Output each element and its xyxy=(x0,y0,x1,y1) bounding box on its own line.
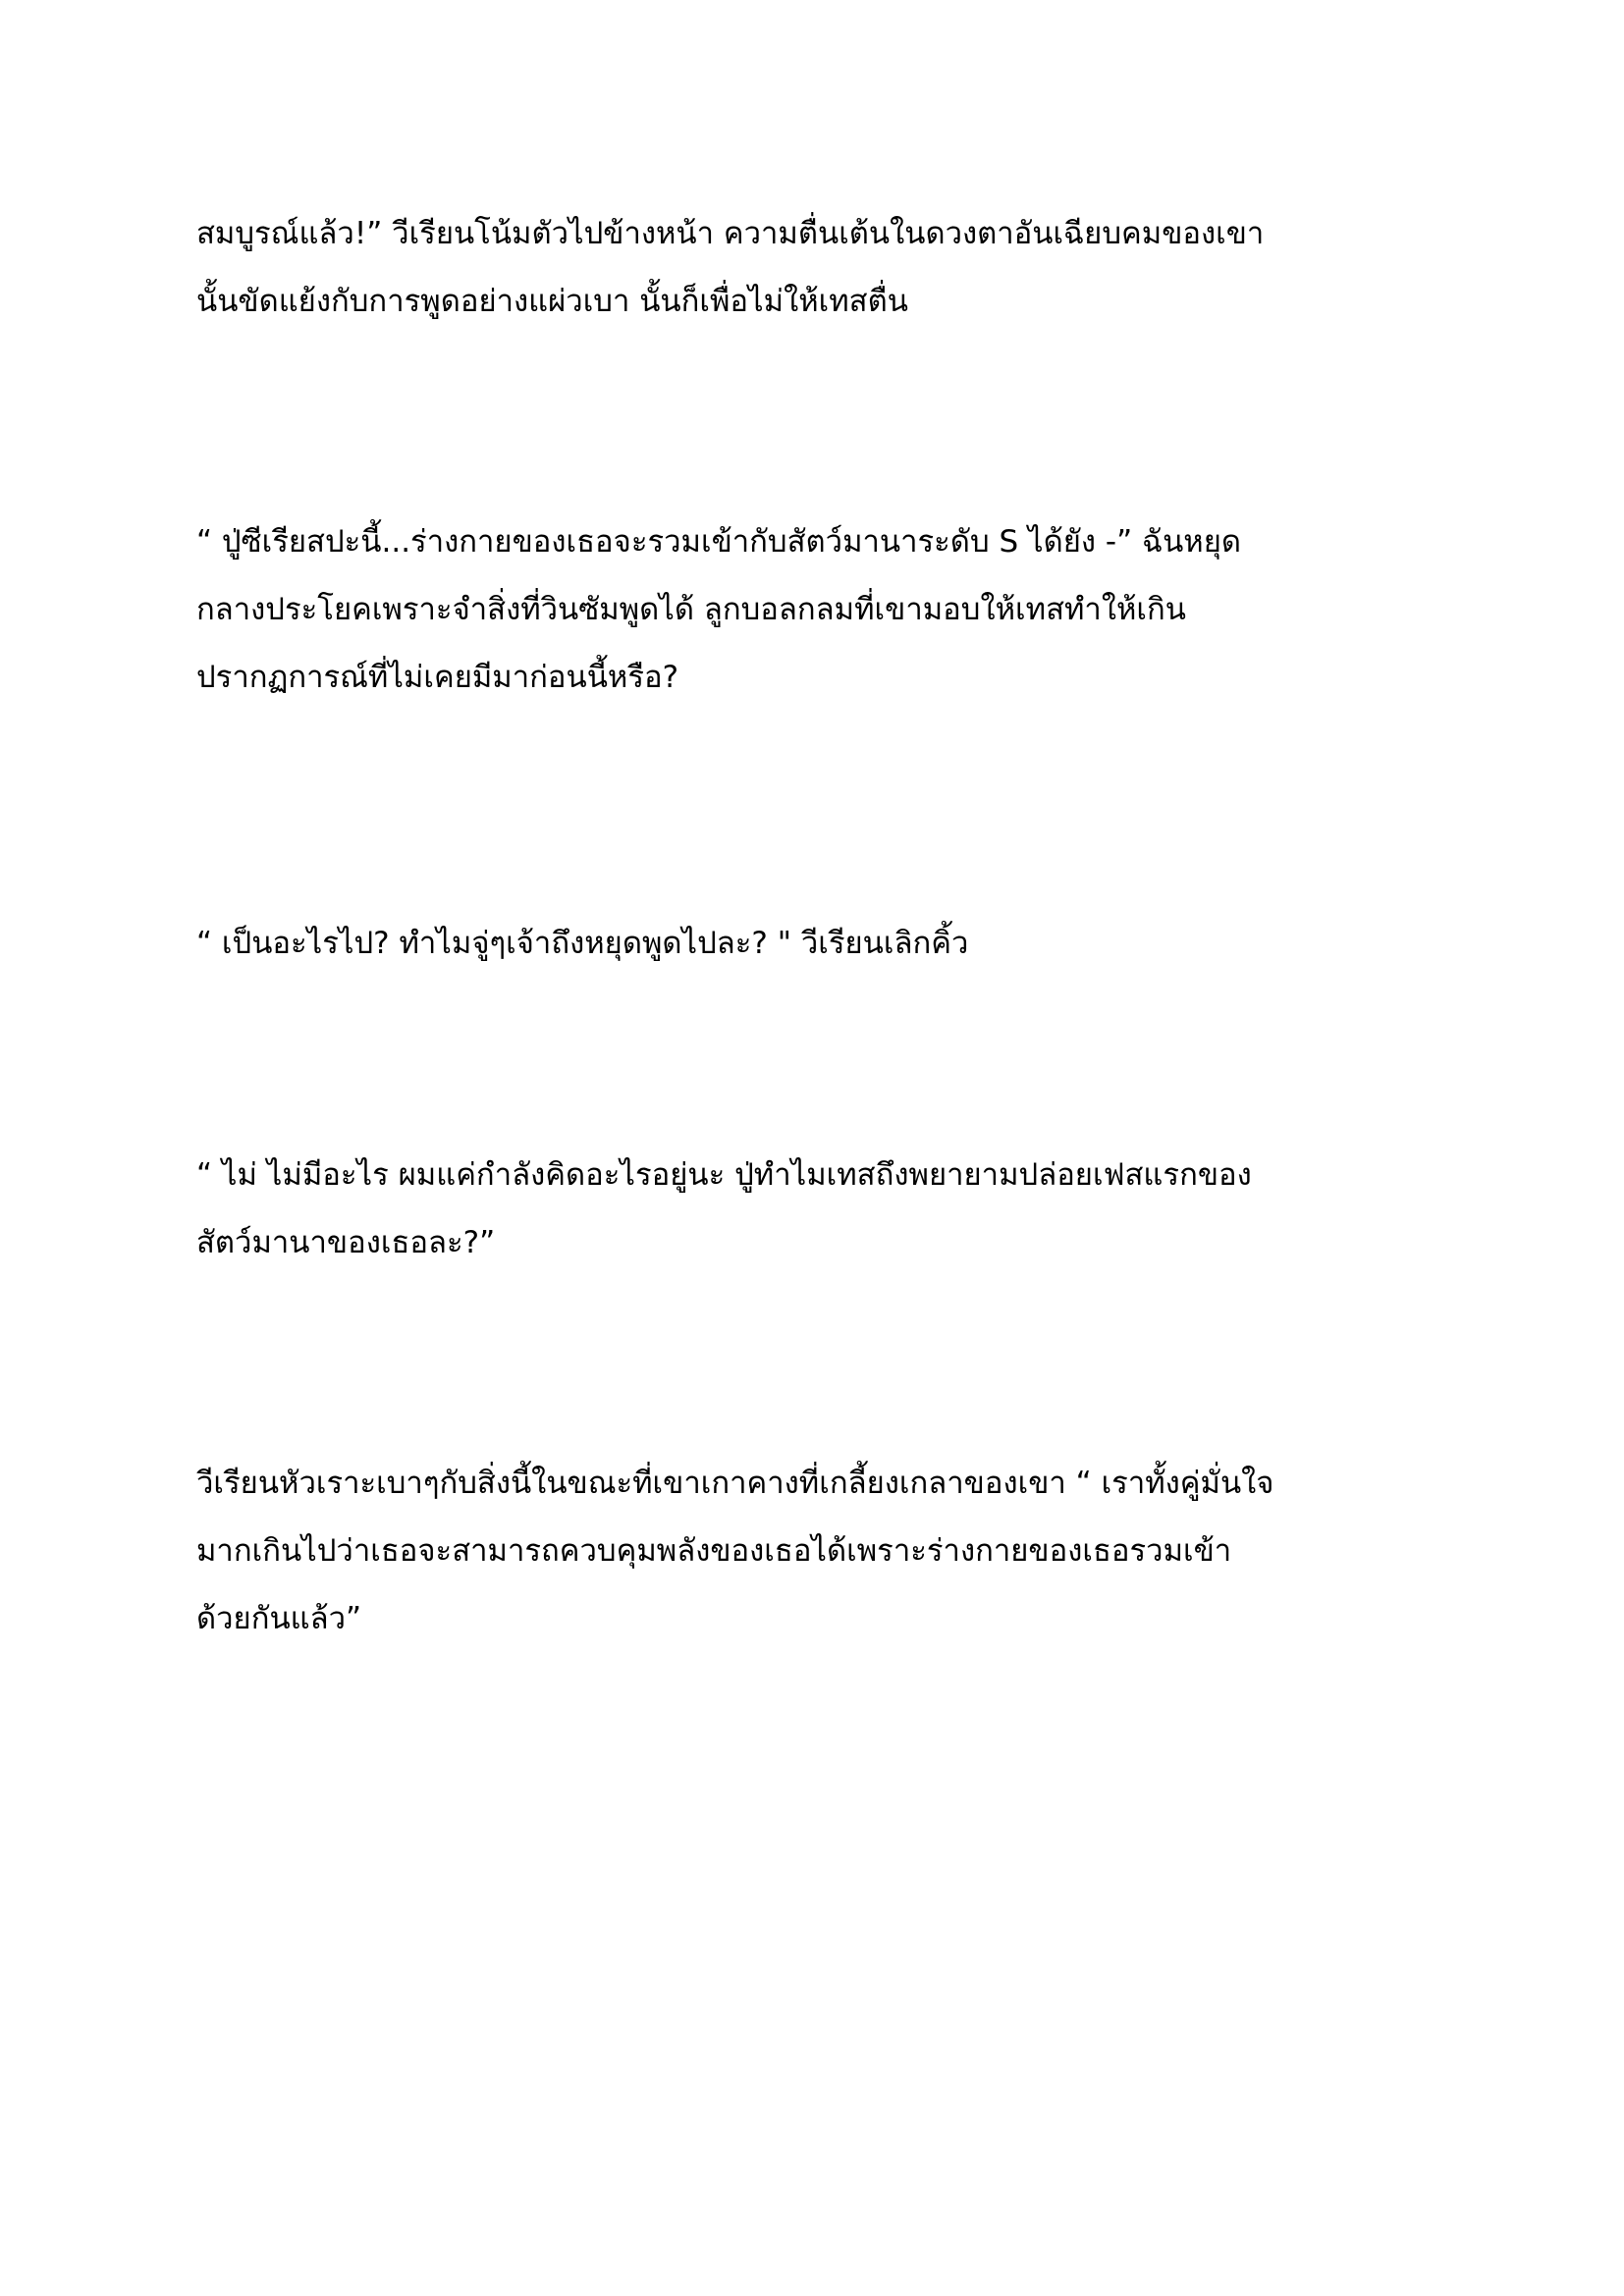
paragraph-line: “ ปู่ซีเรียสปะนี้...ร่างกายของเธอจะรวมเข้ากับสัตว์มานาระดับ S ได้ยัง -” ฉันหยุด xyxy=(196,524,1242,560)
paragraph-line: ด้วยกันแล้ว” xyxy=(196,1601,362,1636)
paragraph-line: ปรากฏการณ์ที่ไม่เคยมีมาก่อนนี้หรือ? xyxy=(196,660,679,695)
paragraph-line: นั้นขัดแย้งกับการพูดอย่างแผ่วเบา นั้นก็เพื่อไม่ให้เทสตื่น xyxy=(196,284,908,319)
paragraph-1 xyxy=(196,200,1453,336)
paragraph-line: “ ไม่ ไม่มีอะไร ผมแค่กำลังคิดอะไรอยู่นะ ปู่ทำไมเทสถึงพยายามปล่อยเฟสแรกของ xyxy=(196,1157,1252,1193)
paragraph-line: “ เป็นอะไรไป? ทำไมจู่ๆเจ้าถึงหยุดพูดไปละ? " วีเรียนเลิกคิ้ว xyxy=(196,926,969,961)
paragraph-line: สัตว์มานาของเธอละ?” xyxy=(196,1225,496,1260)
paragraph-line: มากเกินไปว่าเธอจะสามารถควบคุมพลังของเธอได้เพราะร่างกายของเธอรวมเข้า xyxy=(196,1533,1232,1569)
paragraph-line: กลางประโยคเพราะจำสิ่งที่วินซัมพูดได้ ลูกบอลกลมที่เขามอบให้เทสทำให้เกิน xyxy=(196,592,1186,627)
paragraph-3 xyxy=(196,910,1453,978)
paragraph-line: สมบูรณ์แล้ว!” วีเรียนโน้มตัวไปข้างหน้า ความตื่นเต้นในดวงตาอันเฉียบคมของเขา xyxy=(196,216,1265,251)
paragraph-5 xyxy=(196,1450,1453,1653)
paragraph-4 xyxy=(196,1142,1453,1277)
paragraph-2 xyxy=(196,508,1453,712)
paragraph-line: วีเรียนหัวเราะเบาๆกับสิ่งนี้ในขณะที่เขาเกาคางที่เกลี้ยงเกลาของเขา “ เราทั้งคู่มั่นใจ xyxy=(196,1466,1274,1501)
